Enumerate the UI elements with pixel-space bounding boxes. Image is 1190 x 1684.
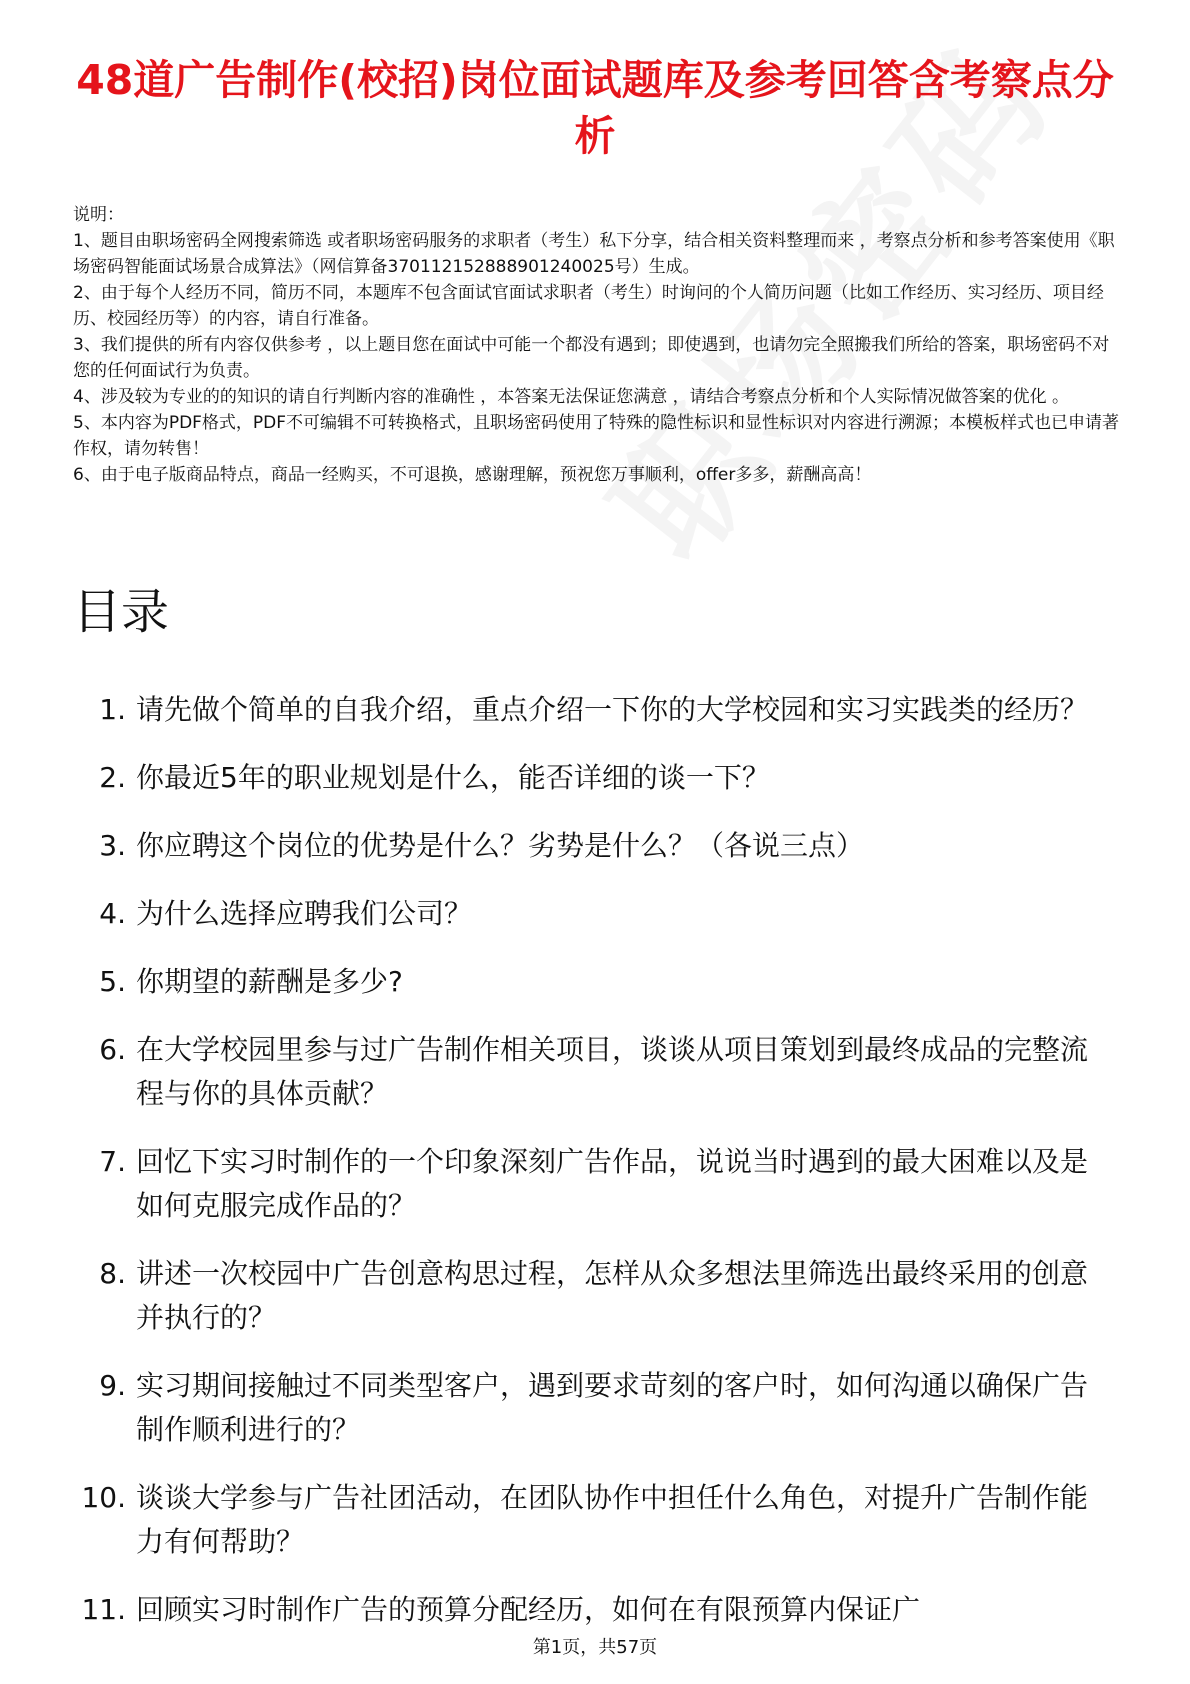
notes-heading: 说明： [73,205,124,225]
toc-item-number: 6. [99,1033,126,1066]
toc-item[interactable] [60,756,1110,800]
toc-item[interactable] [60,1476,1110,1564]
toc-item-text: 回忆下实习时制作的一个印象深刻广告作品，说说当时遇到的最大困难以及是如何克服完成作品的？ [136,1145,1089,1222]
toc-item[interactable] [60,1364,1110,1452]
toc-item-number: 1. [99,693,126,726]
toc-item-text: 你期望的薪酬是多少? [136,965,403,998]
toc-list [60,688,1110,1656]
note-item: 1、题目由职场密码全网搜索筛选 或者职场密码服务的求职者（考生）私下分享，结合相关资料整理而来 ，考察点分析和参考答案使用《职场密码智能面试场景合成算法》（网信算备370112152888901240025号）生成。 [73,231,1115,277]
toc-item-text: 讲述一次校园中广告创意构思过程，怎样从众多想法里筛选出最终采用的创意并执行的？ [136,1257,1089,1334]
toc-item-text: 实习期间接触过不同类型客户，遇到要求苛刻的客户时，如何沟通以确保广告制作顺利进行的？ [136,1369,1089,1446]
note-item: 3、我们提供的所有内容仅供参考 ，以上题目您在面试中可能一个都没有遇到；即使遇到，也请勿完全照搬我们所给的答案，职场密码不对您的任何面试行为负责。 [73,335,1110,381]
toc-item[interactable] [60,688,1110,732]
toc-item[interactable] [60,1588,1110,1632]
toc-item[interactable] [60,1140,1110,1228]
note-item: 6、由于电子版商品特点，商品一经购买，不可退换，感谢理解，预祝您万事顺利，offer多多，薪酬高高！ [73,465,872,485]
toc-item-text: 谈谈大学参与广告社团活动，在团队协作中担任什么角色，对提升广告制作能力有何帮助？ [136,1481,1089,1558]
toc-item-number: 8. [99,1257,126,1290]
toc-item-number: 10. [81,1481,126,1514]
toc-item-text: 你最近5年的职业规划是什么，能否详细的谈一下？ [136,761,770,794]
document-title: 48道广告制作(校招)岗位面试题库及参考回答含考察点分析 [76,56,1114,160]
toc-item-text: 在大学校园里参与过广告制作相关项目，谈谈从项目策划到最终成品的完整流程与你的具体贡献？ [136,1033,1089,1110]
toc-item-number: 4. [99,897,126,930]
toc-item-text: 请先做个简单的自我介绍，重点介绍一下你的大学校园和实习实践类的经历？ [136,693,1089,726]
note-item: 4、涉及较为专业的的知识的请自行判断内容的准确性 ，本答案无法保证您满意 ，请结合考察点分析和个人实际情况做答案的优化 。 [73,387,1070,407]
toc-item-number: 7. [99,1145,126,1178]
page-footer: 第1页，共57页 [532,1637,658,1658]
note-item: 5、本内容为PDF格式，PDF不可编辑不可转换格式，且职场密码使用了特殊的隐性标识和显性标识对内容进行溯源；本模板样式也已申请著作权，请勿转售！ [73,413,1120,459]
toc-item-number: 5. [99,965,126,998]
toc-item-text: 为什么选择应聘我们公司？ [136,897,473,930]
toc-item[interactable] [60,892,1110,936]
toc-item[interactable] [60,1028,1110,1116]
toc-item-number: 9. [99,1369,126,1402]
toc-item-number: 2. [99,761,126,794]
toc-item[interactable] [60,824,1110,868]
toc-heading: 目录 [73,584,170,640]
note-item: 2、由于每个人经历不同，简历不同，本题库不包含面试官面试求职者（考生）时询问的个人简历问题（比如工作经历、实习经历、项目经历、校园经历等）的内容，请自行准备。 [73,283,1104,329]
toc-item-text: 你应聘这个岗位的优势是什么？劣势是什么？（各说三点） [136,829,865,862]
toc-item-number: 11. [81,1593,126,1626]
toc-item-text: 回顾实习时制作广告的预算分配经历，如何在有限预算内保证广 [136,1593,921,1626]
toc-item-number: 3. [99,829,126,862]
toc-item[interactable] [60,960,1110,1004]
notes-section [73,202,1123,488]
toc-item[interactable] [60,1252,1110,1340]
